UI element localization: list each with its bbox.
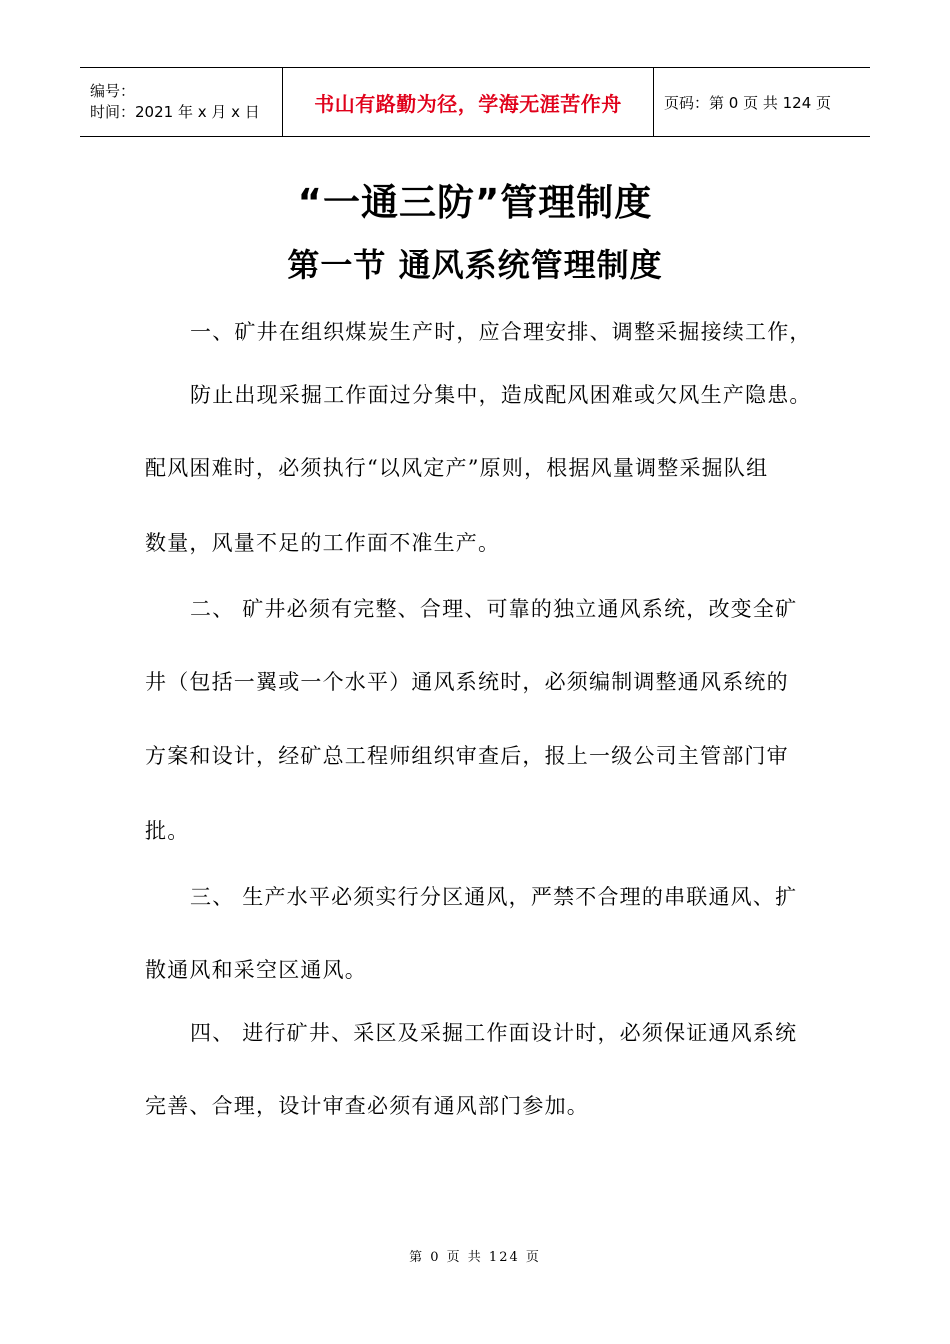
body-line: 数量，风量不足的工作面不准生产。 (145, 531, 501, 555)
body-line: 方案和设计，经矿总工程师组织审查后，报上一级公司主管部门审 (145, 744, 789, 768)
body-line: 井（包括一翼或一个水平）通风系统时，必须编制调整通风系统的 (145, 670, 789, 694)
page-footer: 第 0 页 共 124 页 (409, 1250, 541, 1265)
motto-text: 书山有路勤为径，学海无涯苦作舟 (314, 91, 622, 116)
body-line: 完善、合理，设计审查必须有通风部门参加。 (145, 1094, 589, 1118)
header-motto (282, 68, 654, 136)
body-line: 三、 生产水平必须实行分区通风，严禁不合理的串联通风、扩 (190, 885, 798, 909)
body-line: 二、 矿井必须有完整、合理、可靠的独立通风系统，改变全矿 (190, 597, 798, 621)
document-title: “一通三防”管理制度 (297, 181, 653, 224)
body-line: 批。 (145, 819, 190, 843)
body-line: 散通风和采空区通风。 (145, 958, 367, 982)
body-line: 配风困难时，必须执行“以风定产”原则，根据风量调整采掘队组 (145, 456, 769, 480)
section-title: 第一节 通风系统管理制度 (287, 246, 663, 284)
header-page-info (654, 68, 870, 136)
body-line: 防止出现采掘工作面过分集中，造成配风困难或欠风生产隐患。 (190, 383, 812, 407)
page-info-text: 页码：第 0 页 共 124 页 (664, 93, 832, 112)
body-line: 四、 进行矿井、采区及采掘工作面设计时，必须保证通风系统 (190, 1021, 798, 1045)
header-table (80, 67, 870, 137)
number-label: 编号： (90, 82, 136, 100)
body-line: 一、矿井在组织煤炭生产时，应合理安排、调整采掘接续工作， (190, 320, 812, 344)
header-meta (80, 68, 282, 136)
time-label: 时间：2021 年 x 月 x 日 (90, 103, 260, 121)
